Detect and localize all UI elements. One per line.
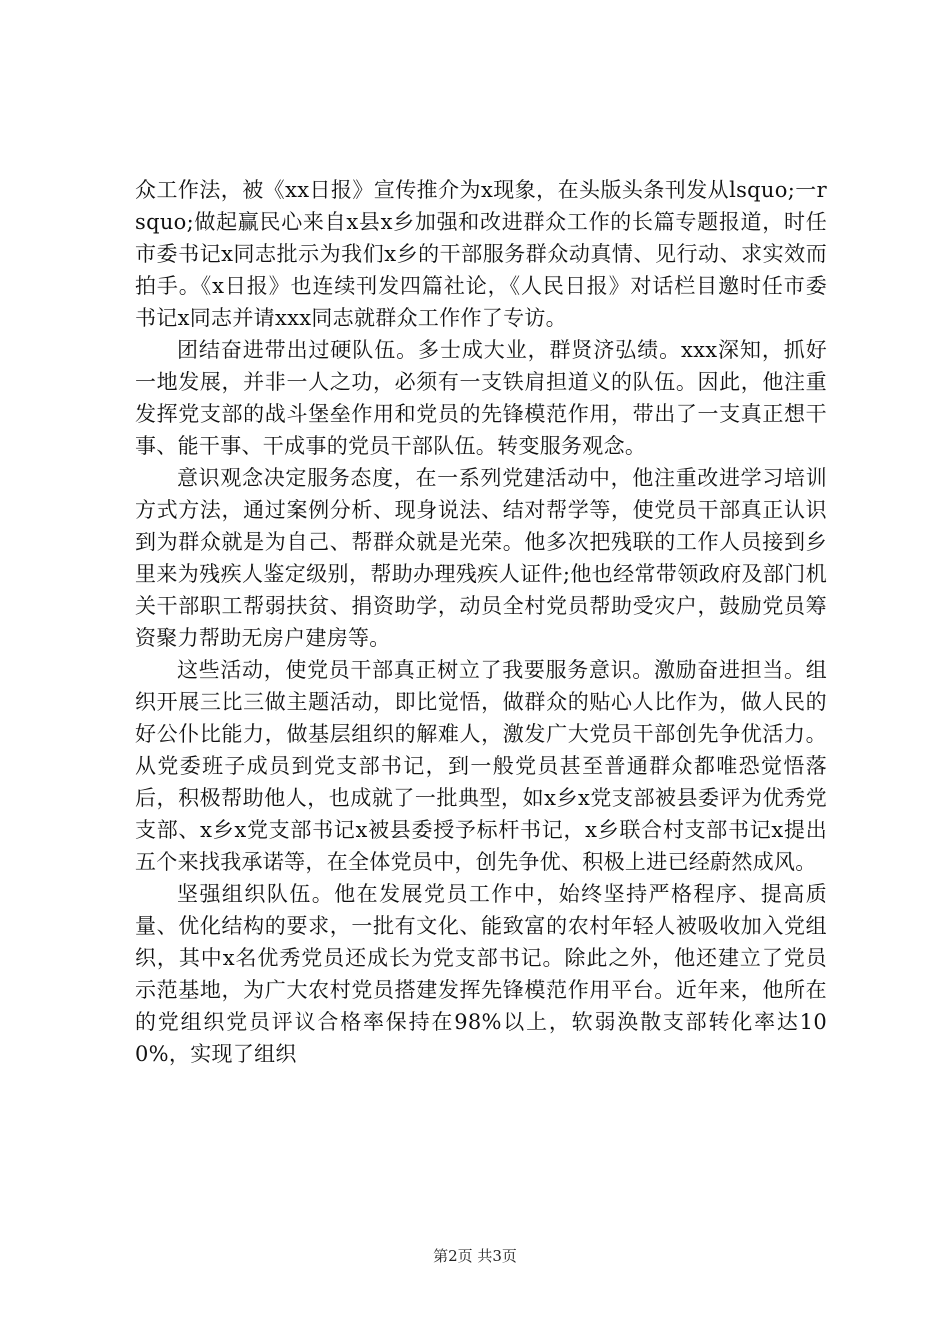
paragraph-continuation: 众工作法，被《xx日报》宣传推介为x现象，在头版头条刊发从lsquo;一rsquo;做起赢民心来自x县x乡加强和改进群众工作的长篇专题报道，时任市委书记x同志批示为我们x乡的干部服务群众动真情、见行动、求实效而拍手。《x日报》也连续刊发四篇社论，《人民日报》对话栏目邀时任市委书记x同志并请xxx同志就群众工作作了专访。 [135, 178, 827, 330]
paragraph: 意识观念决定服务态度，在一系列党建活动中，他注重改进学习培训方式方法，通过案例分析、现身说法、结对帮学等，使党员干部真正认识到为群众就是为自己、帮群众就是光荣。他多次把残联的工作人员接到乡里来为残疾人鉴定级别，帮助办理残疾人证件;他也经常带领政府及部门机关干部职工帮弱扶贫、捐资助学，动员全村党员帮助受灾户，鼓励党员筹资聚力帮助无房户建房等。 [135, 466, 827, 650]
paragraph: 团结奋进带出过硬队伍。多士成大业，群贤济弘绩。xxx深知，抓好一地发展，并非一人之功，必须有一支铁肩担道义的队伍。因此，他注重发挥党支部的战斗堡垒作用和党员的先锋模范作用，带出了一支真正想干事、能干事、干成事的党员干部队伍。转变服务观念。 [135, 338, 827, 458]
page-number-footer: 第2页 共3页 [433, 1247, 517, 1265]
document-body [135, 174, 827, 1070]
paragraph: 坚强组织队伍。他在发展党员工作中，始终坚持严格程序、提高质量、优化结构的要求，一批有文化、能致富的农村年轻人被吸收加入党组织，其中x名优秀党员还成长为党支部书记。除此之外，他还建立了党员示范基地，为广大农村党员搭建发挥先锋模范作用平台。近年来，他所在的党组织党员评议合格率保持在98%以上，软弱涣散支部转化率达100%，实现了组织 [135, 882, 827, 1066]
paragraph: 这些活动，使党员干部真正树立了我要服务意识。激励奋进担当。组织开展三比三做主题活动，即比觉悟，做群众的贴心人比作为，做人民的好公仆比能力，做基层组织的解难人，激发广大党员干部创先争优活力。从党委班子成员到党支部书记，到一般党员甚至普通群众都唯恐觉悟落后，积极帮助他人，也成就了一批典型，如x乡x党支部被县委评为优秀党支部、x乡x党支部书记x被县委授予标杆书记，x乡联合村支部书记x提出五个来找我承诺等，在全体党员中，创先争优、积极上进已经蔚然成风。 [135, 658, 827, 874]
